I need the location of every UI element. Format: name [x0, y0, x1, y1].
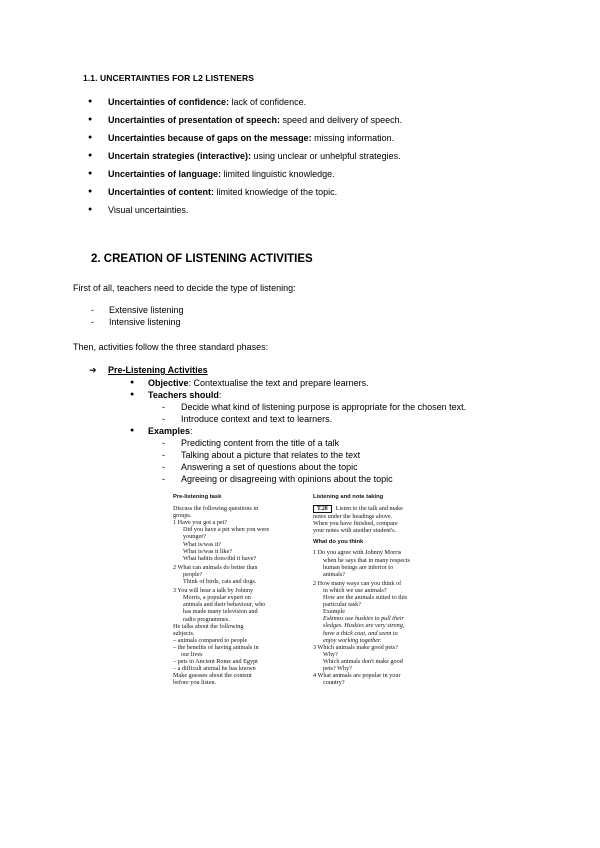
text-line: your notes with another student's.: [313, 527, 397, 535]
text-line: T.28 Listen to the talk and make: [313, 505, 446, 513]
examples-sub-item: - Agreeing or disagreeing with opinions about the topic: [162, 474, 393, 484]
text-line: enjoy working together.: [323, 636, 382, 644]
text-line: – a difficult animal he has known: [173, 665, 256, 673]
column-subheading: What do you think: [313, 539, 364, 546]
text-line: people?: [183, 570, 203, 578]
listening-type-item: - Extensive listening: [91, 305, 184, 315]
list-item: ● Visual uncertainties.: [88, 204, 402, 222]
text-line: When you have finished, compare: [313, 520, 398, 528]
text-line: 2 How many ways can you think of: [313, 579, 402, 587]
text-line: What habits does/did it have?: [183, 554, 257, 562]
examples-sub-item: - Answering a set of questions about the topic: [162, 462, 358, 472]
uncertainties-list: [88, 96, 402, 222]
teachers-sub-item: - Decide what kind of listening purpose is appropriate for the chosen text.: [162, 402, 467, 412]
text-line: human beings are inferior to: [323, 563, 394, 571]
text-line: has made many television and: [183, 608, 258, 616]
pre-listening-task-column: [173, 494, 306, 686]
list-item: ● Uncertainties of presentation of speech: speed and delivery of speech.: [88, 114, 402, 132]
tape-label: T.28: [313, 505, 332, 513]
text-line: animals and their behaviour, who: [183, 601, 266, 609]
text-line: What is/was it like?: [183, 547, 232, 555]
section-heading-2: 2. CREATION OF LISTENING ACTIVITIES: [91, 253, 313, 265]
text-line: 4 What animals are popular in your: [313, 672, 401, 680]
listening-note-taking-column: [313, 494, 446, 686]
text-line: younger?: [183, 533, 207, 541]
text-line: He talks about the following: [173, 622, 244, 630]
text-line: our lives: [181, 650, 203, 658]
text-line: – the benefits of having animals in: [173, 643, 259, 651]
text-line: pets? Why?: [323, 664, 352, 672]
text-line: Example: [323, 608, 345, 616]
text-line: when he says that in many respects: [323, 556, 410, 564]
text-line: notes under the headings above.: [313, 513, 393, 521]
text-line: subjects.: [173, 629, 195, 637]
teachers-item: ● Teachers should:: [130, 390, 222, 400]
text-line: 3 You will hear a talk by Johnny: [173, 587, 254, 595]
arrow-icon: ➔: [89, 365, 97, 375]
spacer: [313, 534, 446, 536]
section-heading-1-1: 1.1. UNCERTAINTIES FOR L2 LISTENERS: [83, 73, 255, 83]
text-line: Eskimos use huskies to pull their: [323, 615, 404, 623]
examples-sub-item: - Talking about a picture that relates to the text: [162, 450, 361, 460]
text-line: What is/was it?: [183, 540, 222, 548]
text-line: Did you have a pet when you were: [183, 526, 270, 534]
textbook-excerpt-image: [170, 494, 448, 687]
text-line: 2 What can animals do better than: [173, 563, 258, 571]
text-line: – pets in Ancient Rome and Egypt: [173, 658, 258, 666]
text-line: Which animals don't make good: [323, 657, 403, 665]
text-line: have a thick coat, and seem to: [323, 629, 398, 637]
text-line: Discuss the following questions in: [173, 505, 259, 513]
list-item: ● Uncertainties because of gaps on the message: missing information.: [88, 132, 402, 150]
text-line: Think of birds, cats and dogs.: [183, 578, 257, 586]
text-line: Why?: [323, 650, 338, 658]
text-line: in which we use animals?: [323, 586, 387, 594]
listening-type-item: - Intensive listening: [91, 317, 181, 327]
text-line: country?: [323, 679, 345, 687]
text-line: Make guesses about the content: [173, 672, 252, 680]
text-line: – animals compared to people: [173, 636, 248, 644]
text-line: Morris, a popular expert on: [183, 594, 251, 602]
objective-item: ● Objective: Contextualise the text and prepare learners.: [130, 378, 369, 388]
phases-paragraph: Then, activities follow the three standard phases:: [73, 342, 269, 352]
text-line: particular task?: [323, 601, 361, 609]
list-item: ● Uncertainties of language: limited linguistic knowledge.: [88, 168, 402, 186]
list-item: ● Uncertain strategies (interactive): using unclear or unhelpful strategies.: [88, 150, 402, 168]
intro-paragraph: First of all, teachers need to decide the type of listening:: [73, 283, 296, 293]
column-heading: Pre-listening task: [173, 494, 222, 500]
examples-sub-item: - Predicting content from the title of a talk: [162, 438, 340, 448]
teachers-sub-item: - Introduce context and text to learners.: [162, 414, 333, 424]
text-line: sledges. Huskies are very strong,: [323, 622, 405, 630]
text-line: How are the animals suited to this: [323, 594, 408, 602]
text-line: 1 Have you got a pet?: [173, 519, 228, 527]
text-line: groups.: [173, 512, 192, 520]
examples-item: ● Examples:: [130, 426, 193, 436]
text-line: radio programmes.: [183, 615, 230, 623]
text-line: 3 Which animals make good pets?: [313, 643, 398, 651]
text-line: before you listen.: [173, 679, 217, 687]
text-line: animals?: [323, 570, 345, 578]
list-item: ● Uncertainties of confidence: lack of confidence.: [88, 96, 402, 114]
pre-listening-heading: ➔ Pre-Listening Activities: [89, 365, 208, 375]
list-item: ● Uncertainties of content: limited knowledge of the topic.: [88, 186, 402, 204]
text-line: 1 Do you agree with Johnny Morris: [313, 549, 402, 557]
column-heading: Listening and note taking: [313, 494, 384, 500]
